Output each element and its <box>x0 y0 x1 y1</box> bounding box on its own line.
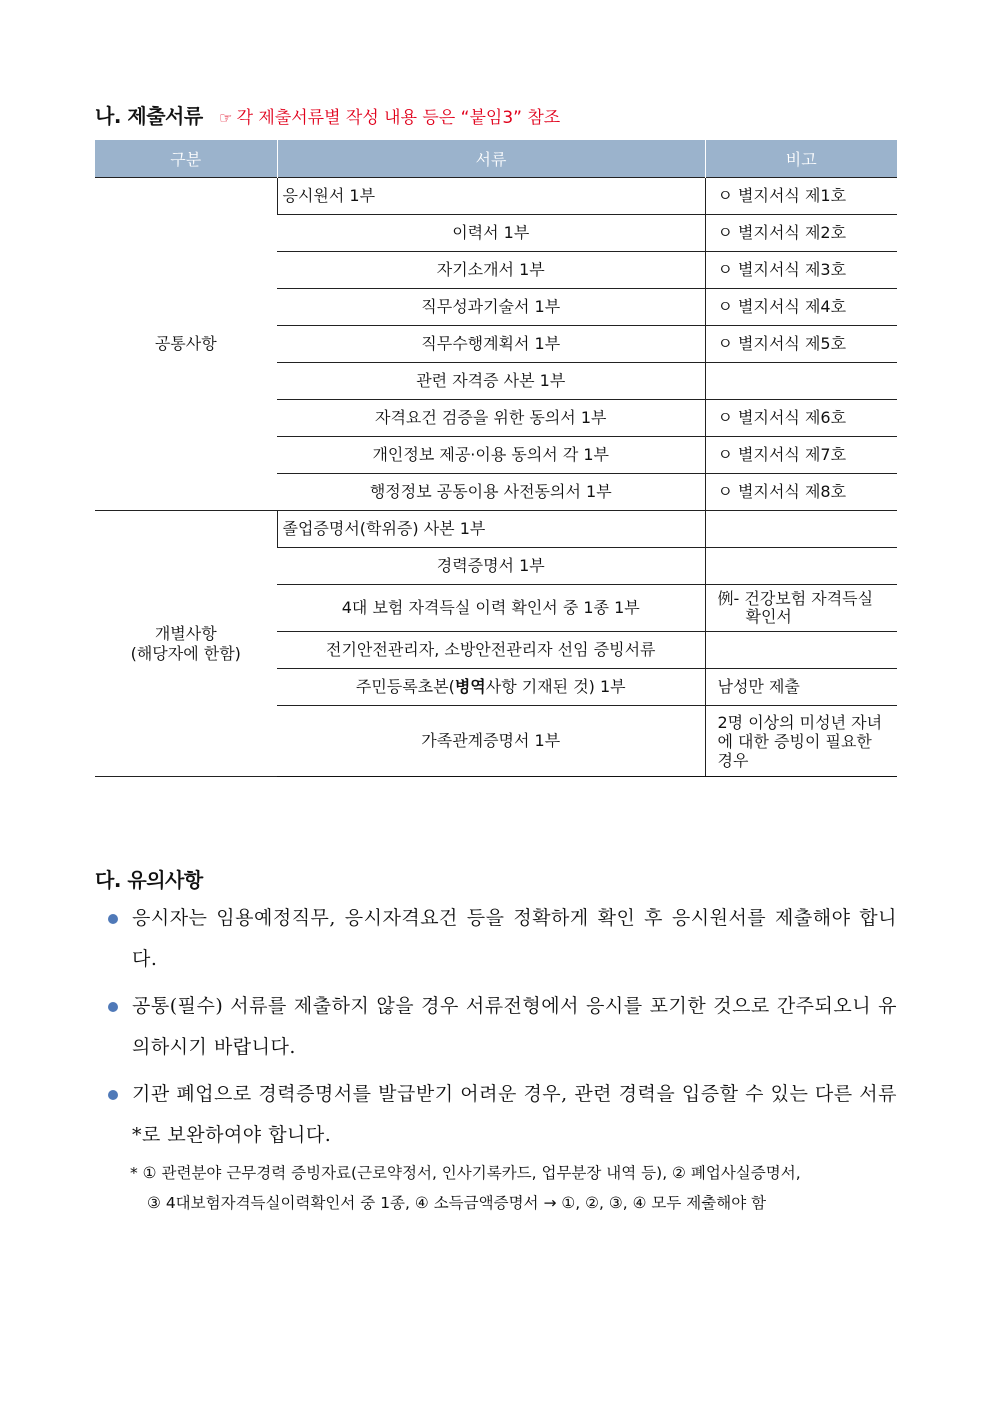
note-cell <box>705 548 897 585</box>
doc-cell: 졸업증명서(학위증) 사본 1부 <box>277 511 705 548</box>
note-cell <box>705 363 897 400</box>
doc-cell: 직무수행계획서 1부 <box>277 326 705 363</box>
doc-cell: 경력증명서 1부 <box>277 548 705 585</box>
table-header-row <box>95 140 897 178</box>
note-cell <box>705 632 897 669</box>
header-category: 구분 <box>95 140 277 178</box>
pointing-hand-icon: ☞ <box>219 109 233 127</box>
reference-note <box>219 108 560 128</box>
note-line: 확인서 <box>745 607 792 626</box>
note-cell: ㅇ 별지서식 제3호 <box>705 252 897 289</box>
note-cell: ㅇ 별지서식 제4호 <box>705 289 897 326</box>
note-cell: ㅇ 별지서식 제7호 <box>705 437 897 474</box>
doc-cell: 직무성과기술서 1부 <box>277 289 705 326</box>
group-label-common: 공통사항 <box>95 178 277 511</box>
doc-text: 주민등록초본( <box>355 677 455 696</box>
footnote-line: ③ 4대보험자격득실이력확인서 중 1종, ④ 소득금액증명서 → ①, ②, ③, ④ 모두 제출해야 함 <box>147 1194 767 1212</box>
group-label-text: 개별사항 <box>154 623 217 643</box>
note-cell <box>705 511 897 548</box>
doc-cell: 관련 자격증 사본 1부 <box>277 363 705 400</box>
doc-cell: 4대 보험 자격득실 이력 확인서 중 1종 1부 <box>277 585 705 632</box>
documents-table <box>95 140 897 777</box>
doc-cell: 자격요건 검증을 위한 동의서 1부 <box>277 400 705 437</box>
footnote <box>130 1158 900 1218</box>
table-row <box>95 511 897 548</box>
note-line: 例- 건강보험 자격득실 <box>717 589 874 608</box>
doc-text-bold: 병역 <box>454 677 486 696</box>
note-cell: ㅇ 별지서식 제2호 <box>705 215 897 252</box>
doc-cell: 가족관계증명서 1부 <box>277 706 705 777</box>
header-remarks: 비고 <box>705 140 897 178</box>
bullet-icon <box>108 1090 118 1100</box>
doc-cell <box>277 669 705 706</box>
group-label-individual <box>95 511 277 777</box>
note-cell <box>705 585 897 632</box>
note-cell: ㅇ 별지서식 제1호 <box>705 178 897 215</box>
notice-list <box>105 898 897 1162</box>
list-item <box>105 1074 897 1156</box>
section-title-text: 나. 제출서류 <box>95 104 203 128</box>
list-item <box>105 898 897 980</box>
doc-text: 사항 기재된 것) 1부 <box>485 677 626 696</box>
doc-cell: 자기소개서 1부 <box>277 252 705 289</box>
bullet-icon <box>108 1002 118 1012</box>
doc-cell: 개인정보 제공·이용 동의서 각 1부 <box>277 437 705 474</box>
doc-cell: 이력서 1부 <box>277 215 705 252</box>
section-title-documents <box>95 100 560 129</box>
note-cell: ㅇ 별지서식 제8호 <box>705 474 897 511</box>
table-row <box>95 178 897 215</box>
section-title-notes: 다. 유의사항 <box>95 868 203 892</box>
doc-cell: 행정정보 공동이용 사전동의서 1부 <box>277 474 705 511</box>
note-cell: ㅇ 별지서식 제5호 <box>705 326 897 363</box>
list-item-text: 응시자는 임용예정직무, 응시자격요건 등을 정확하게 확인 후 응시원서를 제출해야 합니다. <box>132 907 897 970</box>
list-item-text: 공통(필수) 서류를 제출하지 않을 경우 서류전형에서 응시를 포기한 것으로 간주되오니 유의하시기 바랍니다. <box>132 995 897 1058</box>
note-cell: 남성만 제출 <box>705 669 897 706</box>
note-cell: ㅇ 별지서식 제6호 <box>705 400 897 437</box>
bullet-icon <box>108 914 118 924</box>
footnote-line: * ① 관련분야 근무경력 증빙자료(근로약정서, 인사기록카드, 업무분장 내역 등), ② 폐업사실증명서, <box>130 1164 801 1182</box>
header-document: 서류 <box>277 140 705 178</box>
reference-note-text: 각 제출서류별 작성 내용 등은 “붙임3” 참조 <box>236 108 561 128</box>
list-item <box>105 986 897 1068</box>
list-item-text: 기관 폐업으로 경력증명서를 발급받기 어려운 경우, 관련 경력을 입증할 수 있는 다른 서류*로 보완하여야 합니다. <box>132 1083 897 1146</box>
doc-cell: 전기안전관리자, 소방안전관리자 선임 증빙서류 <box>277 632 705 669</box>
doc-cell: 응시원서 1부 <box>277 178 705 215</box>
note-cell: 2명 이상의 미성년 자녀에 대한 증빙이 필요한 경우 <box>705 706 897 777</box>
group-label-subtext: (해당자에 한함) <box>130 643 241 663</box>
